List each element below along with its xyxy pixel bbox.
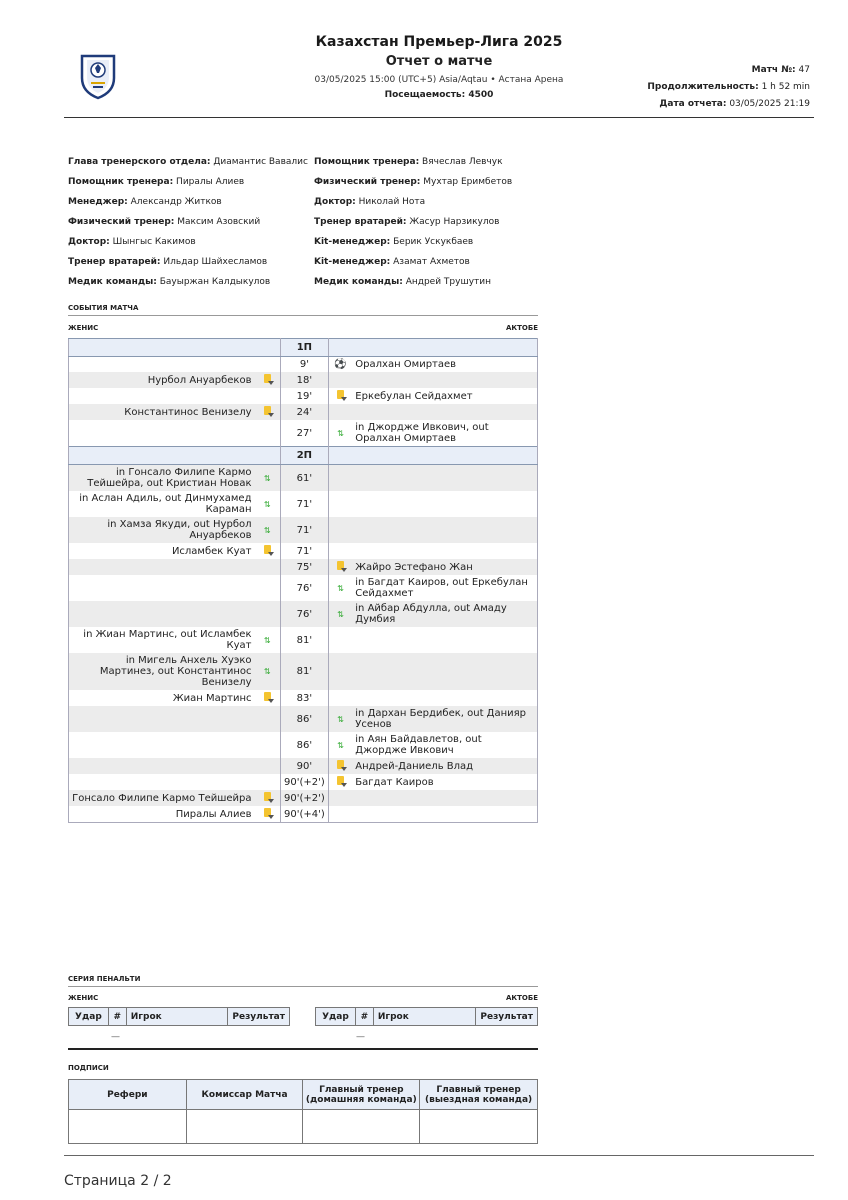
staff-role: Физический тренер: <box>314 177 421 187</box>
event-row <box>69 543 538 559</box>
staff-row <box>314 192 512 212</box>
yellow-card-icon <box>337 776 344 785</box>
home-event-text <box>69 732 255 758</box>
event-row <box>69 706 538 732</box>
staff-name: Андрей Трушутин <box>405 277 492 287</box>
away-event-text <box>352 653 537 690</box>
home-pen-col-shot: Удар <box>69 1008 109 1026</box>
staff-role: Тренер вратарей: <box>314 217 407 227</box>
home-event-icon-cell <box>255 732 281 758</box>
staff-row <box>68 232 308 252</box>
staff-role: Доктор: <box>68 237 110 247</box>
sig-col-away-coach: Главный тренер (выездная команда) <box>420 1080 538 1110</box>
event-minute: 76' <box>281 575 329 601</box>
meta-separator: • <box>490 75 496 85</box>
away-event-icon-cell <box>328 465 352 492</box>
home-event-text <box>69 575 255 601</box>
event-row <box>69 357 538 373</box>
event-row <box>69 559 538 575</box>
match-no-label: Матч №: <box>751 65 796 75</box>
away-event-icon-cell <box>328 790 352 806</box>
home-pen-col-num: # <box>108 1008 126 1026</box>
event-minute: 24' <box>281 404 329 420</box>
match-events-table <box>68 338 538 823</box>
home-event-icon-cell <box>255 559 281 575</box>
sig-referee-field[interactable] <box>69 1110 187 1144</box>
away-pen-col-player: Игрок <box>373 1008 476 1026</box>
home-event-text: Гонсало Филипе Кармо Тейшейра <box>69 790 255 806</box>
event-row <box>69 690 538 706</box>
event-row <box>69 627 538 653</box>
penalty-away-team: АКТОБЕ <box>506 994 538 1002</box>
staff-name: Азамат Ахметов <box>393 257 470 267</box>
home-event-icon-cell <box>255 774 281 790</box>
half-cell <box>328 339 352 357</box>
away-event-icon-cell <box>328 774 352 790</box>
away-event-text <box>352 491 537 517</box>
event-minute: 75' <box>281 559 329 575</box>
staff-role: Медик команды: <box>68 277 157 287</box>
away-event-icon-cell <box>328 706 352 732</box>
home-event-icon-cell <box>255 420 281 447</box>
home-pen-empty: — <box>111 1032 120 1042</box>
home-event-text <box>69 706 255 732</box>
report-header <box>64 30 814 118</box>
report-title: Отчет о матче <box>385 54 493 69</box>
home-event-text <box>69 388 255 404</box>
substitution-icon: ⇅ <box>337 714 344 724</box>
staff-row <box>314 152 512 172</box>
yellow-card-icon <box>264 692 271 701</box>
event-minute: 71' <box>281 517 329 543</box>
away-event-icon-cell <box>328 491 352 517</box>
sig-col-commissioner: Комиссар Матча <box>186 1080 303 1110</box>
yellow-card-icon <box>264 406 271 415</box>
staff-row <box>68 192 308 212</box>
home-event-icon-cell <box>255 653 281 690</box>
away-event-text: in Багдат Каиров, out Еркебулан Сейдахмет <box>352 575 537 601</box>
report-date: 03/05/2025 21:19 <box>729 99 810 109</box>
yellow-card-icon <box>264 792 271 801</box>
event-row <box>69 491 538 517</box>
away-event-icon-cell <box>328 517 352 543</box>
event-minute: 81' <box>281 653 329 690</box>
yellow-card-icon <box>337 561 344 570</box>
event-row <box>69 372 538 388</box>
home-event-text <box>69 601 255 627</box>
staff-name: Максим Азовский <box>177 217 261 227</box>
away-event-text <box>352 806 537 823</box>
substitution-icon: ⇅ <box>263 635 271 645</box>
away-event-text: Жайро Эстефано Жан <box>352 559 537 575</box>
events-teams <box>68 324 538 332</box>
away-event-icon-cell <box>328 404 352 420</box>
away-event-text: in Айбар Абдулла, out Амаду Думбия <box>352 601 537 627</box>
match-datetime: 03/05/2025 15:00 (UTC+5) Asia/Aqtau <box>314 75 488 85</box>
home-pen-col-result: Результат <box>228 1008 290 1026</box>
away-event-icon-cell <box>328 357 352 373</box>
staff-role: Физический тренер: <box>68 217 175 227</box>
staff-role: Kit-менеджер: <box>314 257 391 267</box>
duration: 1 h 52 min <box>761 82 810 92</box>
event-minute: 90'(+2') <box>281 790 329 806</box>
sig-col-referee: Рефери <box>69 1080 187 1110</box>
staff-row <box>314 272 512 292</box>
home-event-icon-cell <box>255 690 281 706</box>
staff-name: Ильдар Шайхесламов <box>163 257 268 267</box>
staff-role: Медик команды: <box>314 277 403 287</box>
substitution-icon: ⇅ <box>263 525 271 535</box>
event-minute: 27' <box>281 420 329 447</box>
staff-row <box>68 172 308 192</box>
half-cell <box>255 447 281 465</box>
away-event-text <box>352 543 537 559</box>
away-event-text <box>352 404 537 420</box>
away-event-icon-cell <box>328 732 352 758</box>
yellow-card-icon <box>264 545 271 554</box>
sig-away-coach-field[interactable] <box>420 1110 538 1144</box>
event-row <box>69 465 538 492</box>
away-event-icon-cell <box>328 627 352 653</box>
away-event-icon-cell <box>328 653 352 690</box>
yellow-card-icon <box>264 808 271 817</box>
home-event-text: in Мигель Анхель Хуэко Мартинез, out Константинос Венизелу <box>69 653 255 690</box>
staff-name: Шынгыс Какимов <box>112 237 196 247</box>
away-event-icon-cell <box>328 420 352 447</box>
sig-commissioner-field[interactable] <box>186 1110 303 1144</box>
away-event-icon-cell <box>328 806 352 823</box>
attendance <box>254 90 624 100</box>
home-event-text: Нурбол Ануарбеков <box>69 372 255 388</box>
penalty-section-title: СЕРИЯ ПЕНАЛЬТИ <box>68 975 538 987</box>
event-row <box>69 790 538 806</box>
staff-name: Мухтар Еримбетов <box>423 177 513 187</box>
staff-role: Тренер вратарей: <box>68 257 161 267</box>
home-event-text <box>69 774 255 790</box>
home-event-icon-cell <box>255 706 281 732</box>
duration-label: Продолжительность: <box>647 82 759 92</box>
goal-ball-icon: ⚽ <box>334 359 347 370</box>
match-meta <box>254 75 624 85</box>
home-event-text <box>69 559 255 575</box>
signatures-table <box>68 1079 538 1144</box>
staff-name: Берик Ускукбаев <box>393 237 474 247</box>
event-row <box>69 601 538 627</box>
event-minute: 86' <box>281 732 329 758</box>
away-event-text: in Аян Байдавлетов, out Джордже Ивкович <box>352 732 537 758</box>
home-event-text: Пиралы Алиев <box>69 806 255 823</box>
home-event-text <box>69 758 255 774</box>
away-event-text: Еркебулан Сейдахмет <box>352 388 537 404</box>
staff-role: Помощник тренера: <box>314 157 420 167</box>
event-row <box>69 388 538 404</box>
staff-name: Бауыржан Калдыкулов <box>159 277 271 287</box>
staff-row <box>68 212 308 232</box>
substitution-icon: ⇅ <box>263 499 271 509</box>
staff-row <box>68 152 308 172</box>
away-pen-empty: — <box>356 1032 365 1042</box>
attendance-value: 4500 <box>468 90 494 100</box>
away-event-text <box>352 790 537 806</box>
home-event-icon-cell <box>255 575 281 601</box>
event-row <box>69 404 538 420</box>
home-penalty-table <box>68 1007 290 1026</box>
home-staff-list <box>68 152 308 292</box>
substitution-icon: ⇅ <box>337 428 344 438</box>
event-row <box>69 517 538 543</box>
penalty-home-team: ЖЕНИС <box>68 994 99 1002</box>
away-event-icon-cell <box>328 559 352 575</box>
half-cell <box>352 447 537 465</box>
staff-name: Николай Нота <box>358 197 426 207</box>
home-pen-col-player: Игрок <box>126 1008 228 1026</box>
staff-name: Диамантис Вавалис <box>213 157 308 167</box>
half-header-row <box>69 339 538 357</box>
substitution-icon: ⇅ <box>263 667 271 676</box>
away-event-text <box>352 465 537 492</box>
away-event-text: Андрей-Даниель Влад <box>352 758 537 774</box>
home-event-icon-cell <box>255 806 281 823</box>
staff-row <box>68 252 308 272</box>
staff-row <box>314 232 512 252</box>
league-title: Казахстан Премьер-Лига 2025 <box>315 34 563 50</box>
match-info <box>647 62 810 113</box>
event-minute: 90'(+4') <box>281 806 329 823</box>
half-label: 2П <box>281 447 329 465</box>
substitution-icon: ⇅ <box>263 473 271 483</box>
away-event-text: in Дархан Бердибек, out Данияр Усенов <box>352 706 537 732</box>
away-pen-col-num: # <box>355 1008 373 1026</box>
home-event-text: Константинос Венизелу <box>69 404 255 420</box>
event-row <box>69 653 538 690</box>
sig-col-home-coach: Главный тренер (домашняя команда) <box>303 1080 420 1110</box>
staff-name: Вячеслав Левчук <box>422 157 503 167</box>
staff-row <box>314 212 512 232</box>
half-cell <box>255 339 281 357</box>
staff-row <box>314 172 512 192</box>
home-event-icon-cell <box>255 790 281 806</box>
page-number: Страница 2 / 2 <box>64 1173 172 1189</box>
event-row <box>69 774 538 790</box>
home-event-icon-cell <box>255 388 281 404</box>
home-event-icon-cell <box>255 465 281 492</box>
away-event-icon-cell <box>328 690 352 706</box>
home-event-icon-cell <box>255 627 281 653</box>
staff-name: Пиралы Алиев <box>176 177 245 187</box>
event-row <box>69 758 538 774</box>
away-event-text <box>352 690 537 706</box>
staff-role: Доктор: <box>314 197 356 207</box>
home-event-text <box>69 357 255 373</box>
report-date-label: Дата отчета: <box>659 99 727 109</box>
away-event-icon-cell <box>328 575 352 601</box>
away-pen-col-result: Результат <box>476 1008 538 1026</box>
event-minute: 9' <box>281 357 329 373</box>
away-pen-col-shot: Удар <box>316 1008 356 1026</box>
yellow-card-icon <box>264 374 271 383</box>
away-event-text <box>352 627 537 653</box>
staff-role: Kit-менеджер: <box>314 237 391 247</box>
away-event-text: Багдат Каиров <box>352 774 537 790</box>
event-minute: 76' <box>281 601 329 627</box>
penalty-teams <box>68 994 538 1002</box>
events-section-title: СОБЫТИЯ МАТЧА <box>68 304 538 316</box>
event-minute: 19' <box>281 388 329 404</box>
away-event-icon-cell <box>328 758 352 774</box>
home-event-text: in Гонсало Филипе Кармо Тейшейра, out Кристиан Новак <box>69 465 255 492</box>
home-event-icon-cell <box>255 601 281 627</box>
event-minute: 86' <box>281 706 329 732</box>
away-event-icon-cell <box>328 543 352 559</box>
event-minute: 81' <box>281 627 329 653</box>
league-logo-icon <box>78 52 118 100</box>
home-event-icon-cell <box>255 357 281 373</box>
away-event-icon-cell <box>328 372 352 388</box>
match-no: 47 <box>798 65 810 75</box>
event-minute: 71' <box>281 491 329 517</box>
substitution-icon: ⇅ <box>337 740 344 750</box>
home-event-icon-cell <box>255 517 281 543</box>
staff-role: Менеджер: <box>68 197 128 207</box>
events-home-team: ЖЕНИС <box>68 324 99 332</box>
event-minute: 83' <box>281 690 329 706</box>
yellow-card-icon <box>337 760 344 769</box>
event-minute: 71' <box>281 543 329 559</box>
events-away-team: АКТОБЕ <box>506 324 538 332</box>
event-row <box>69 420 538 447</box>
event-row <box>69 575 538 601</box>
away-penalty-table <box>315 1007 538 1026</box>
signatures-title: ПОДПИСИ <box>68 1064 109 1072</box>
away-event-text: in Джордже Ивкович, out Оралхан Омиртаев <box>352 420 537 447</box>
event-row <box>69 806 538 823</box>
away-event-icon-cell <box>328 601 352 627</box>
staff-role: Помощник тренера: <box>68 177 174 187</box>
home-event-text: in Хамза Якуди, out Нурбол Ануарбеков <box>69 517 255 543</box>
home-event-text: Жиан Мартинс <box>69 690 255 706</box>
half-header-row <box>69 447 538 465</box>
substitution-icon: ⇅ <box>337 609 344 619</box>
event-minute: 90' <box>281 758 329 774</box>
half-cell <box>69 447 255 465</box>
away-staff-list <box>314 152 512 292</box>
half-cell <box>69 339 255 357</box>
home-event-icon-cell <box>255 543 281 559</box>
footer-divider <box>64 1155 814 1156</box>
event-row <box>69 732 538 758</box>
substitution-icon: ⇅ <box>337 583 344 593</box>
event-minute: 61' <box>281 465 329 492</box>
match-venue: Астана Арена <box>498 75 564 85</box>
away-event-text: Оралхан Омиртаев <box>352 357 537 373</box>
home-event-text: Исламбек Куат <box>69 543 255 559</box>
staff-role: Глава тренерского отдела: <box>68 157 211 167</box>
home-event-icon-cell <box>255 372 281 388</box>
away-event-icon-cell <box>328 388 352 404</box>
home-event-icon-cell <box>255 491 281 517</box>
staff-row <box>314 252 512 272</box>
penalty-divider <box>68 1048 538 1050</box>
home-event-text: in Жиан Мартинс, out Исламбек Куат <box>69 627 255 653</box>
half-cell <box>352 339 537 357</box>
half-label: 1П <box>281 339 329 357</box>
sig-home-coach-field[interactable] <box>303 1110 420 1144</box>
event-minute: 18' <box>281 372 329 388</box>
home-event-icon-cell <box>255 404 281 420</box>
attendance-label: Посещаемость: <box>384 90 466 100</box>
home-event-icon-cell <box>255 758 281 774</box>
home-event-text: in Аслан Адиль, out Динмухамед Караман <box>69 491 255 517</box>
staff-name: Жасур Нарзикулов <box>409 217 500 227</box>
yellow-card-icon <box>337 390 344 399</box>
staff-name: Александр Житков <box>130 197 222 207</box>
half-cell <box>328 447 352 465</box>
away-event-text <box>352 517 537 543</box>
home-event-text <box>69 420 255 447</box>
staff-row <box>68 272 308 292</box>
away-event-text <box>352 372 537 388</box>
event-minute: 90'(+2') <box>281 774 329 790</box>
